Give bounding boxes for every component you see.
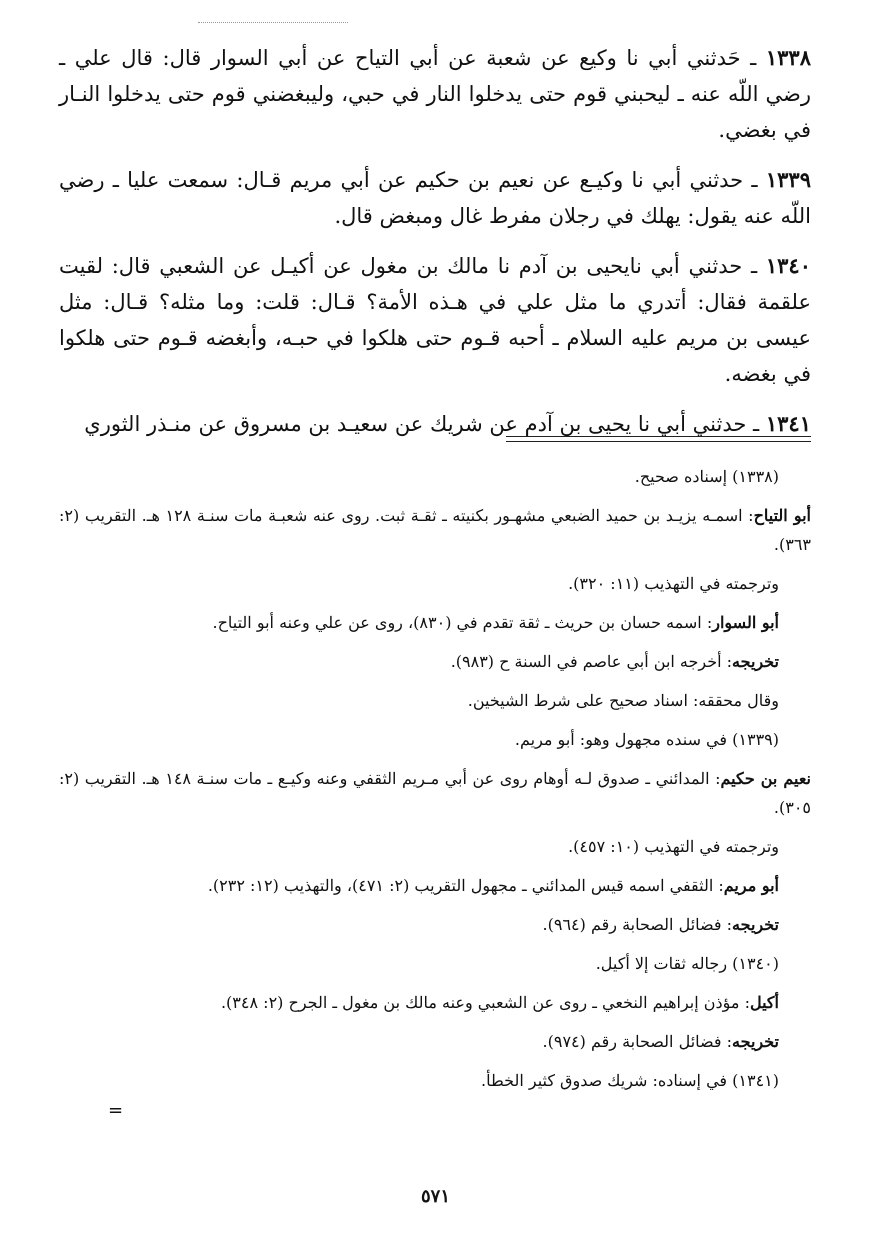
footnote-text: : فضائل الصحابة رقم (٩٧٤).: [542, 1032, 733, 1051]
footnote-label: تخريجه: [732, 652, 779, 671]
footnote: [59, 686, 811, 715]
footnote: [59, 988, 811, 1017]
footnote: [59, 1066, 811, 1095]
footnote-text: وترجمته في التهذيب (١٠: ٤٥٧).: [568, 837, 779, 856]
divider-line: [506, 441, 811, 442]
hadith-number: ١٣٣٩: [765, 167, 811, 192]
hadith-text: ـ حَدثني أبي نا وكيع عن شعبة عن أبي التياح عن أبي السوار قال: قال علي ـ رضي اللّه عنه ـ ليحبني قوم حتى يدخلوا النار في حبي، وليبغضني قوم حتى يدخلوا النـار في بغضي.: [59, 46, 811, 142]
footnote: [59, 832, 811, 861]
footnote: [59, 725, 811, 754]
footnote: [59, 501, 811, 559]
footnote-text: (١٣٤٠) رجاله ثقات إلا أكيل.: [595, 954, 779, 973]
hadith-number: ١٣٤١: [765, 411, 811, 436]
hadith-number: ١٣٣٨: [765, 45, 811, 70]
footnote-label: أبو السوار: [712, 613, 779, 632]
footnote: [59, 1027, 811, 1056]
hadith-1340: [59, 248, 811, 392]
footnote-text: (١٣٤١) في إسناده: شريك صدوق كثير الخطأ.: [481, 1071, 779, 1090]
footnote-text: : اسمه حسان بن حريث ـ ثقة تقدم في (٨٣٠)، روى عن علي وعنه أبو التياح.: [212, 613, 713, 632]
top-rule: [198, 22, 348, 23]
continuation-mark: =: [108, 1100, 124, 1121]
page-number: ٥٧١: [420, 1186, 450, 1207]
footnote-divider: [506, 436, 811, 446]
footnote-label: أبو مريم: [723, 876, 779, 895]
hadith-text: ـ حدثني أبي نا يحيى بن آدم عن شريك عن سعيـد بن مسروق عن منـذر الثوري: [84, 412, 760, 436]
footnote-label: تخريجه: [732, 915, 779, 934]
footnote: [59, 910, 811, 939]
footnote-text: : المدائني ـ صدوق لـه أوهام روى عن أبي مـريم الثقفي وعنه وكيـع ـ مات سنـة ١٤٨ هـ. التقريب (٢: ٣٠٥).: [59, 769, 811, 817]
footnote: [59, 569, 811, 598]
footnote-text: : أخرجه ابن أبي عاصم في السنة ح (٩٨٣).: [450, 652, 733, 671]
footnote-label: أكيل: [749, 993, 779, 1012]
footnote: [59, 949, 811, 978]
footnote: [59, 608, 811, 637]
hadith-number: ١٣٤٠: [765, 253, 811, 278]
hadith-1338: [59, 40, 811, 148]
footnote-label: نعيم بن حكيم: [720, 769, 812, 788]
footnote: [59, 647, 811, 676]
hadith-1339: [59, 162, 811, 234]
main-text: [59, 40, 811, 456]
footnote-text: وقال محققه: اسناد صحيح على شرط الشيخين.: [467, 691, 779, 710]
footnote: [59, 871, 811, 900]
footnote: [59, 462, 811, 491]
footnote: [59, 764, 811, 822]
footnote-text: وترجمته في التهذيب (١١: ٣٢٠).: [568, 574, 779, 593]
footnote-text: : مؤذن إبراهيم النخعي ـ روى عن الشعبي وعنه مالك بن مغول ـ الجرح (٢: ٣٤٨).: [220, 993, 750, 1012]
footnote-text: : اسمـه يزيـد بن حميد الضبعي مشهـور بكنيته ـ ثقـة ثبت. روى عنه شعبـة مات سنـة ١٢٨ هـ. التقريب (٢: ٣٦٣).: [59, 506, 811, 554]
footnote-text: : فضائل الصحابة رقم (٩٦٤).: [542, 915, 733, 934]
footnotes: [59, 462, 811, 1105]
footnote-text: : الثقفي اسمه قيس المدائني ـ مجهول التقريب (٢: ٤٧١)، والتهذيب (١٢: ٢٣٢).: [207, 876, 724, 895]
footnote-text: (١٣٣٨) إسناده صحيح.: [634, 467, 779, 486]
footnote-text: (١٣٣٩) في سنده مجهول وهو: أبو مريم.: [514, 730, 779, 749]
footnote-label: أبو التياح: [753, 506, 811, 525]
footnote-label: تخريجه: [732, 1032, 779, 1051]
divider-line: [506, 436, 811, 437]
hadith-text: ـ حدثني أبي نايحيى بن آدم نا مالك بن مغول عن أكيـل عن الشعبي قال: لقيت علقمة فقال: أتدري ما مثل علي في هـذه الأمة؟ قـال: قلت: وما مثله؟ قـال: مثل عيسى بن مريم عليه السلام ـ أحبه قـوم حتى هلكوا في حبـه، وأبغضه قـوم حتى هلكوا في بغضه.: [59, 254, 812, 386]
hadith-text: ـ حدثني أبي نا وكيـع عن نعيم بن حكيم عن أبي مريم قـال: سمعت عليا ـ رضي اللّه عنه يقول: يهلك في رجلان مفرط غال ومبغض قال.: [59, 168, 811, 228]
